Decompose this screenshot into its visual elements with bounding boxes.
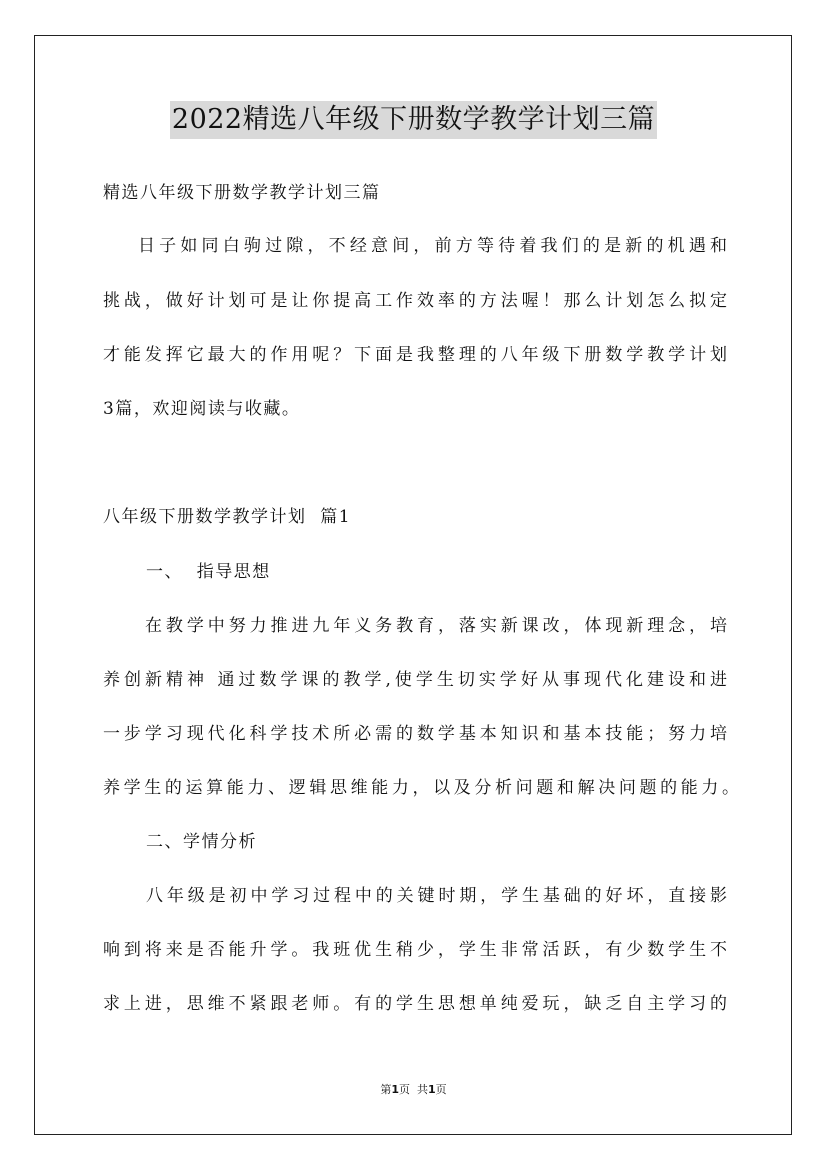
para2-line-1: 八年级是初中学习过程中的关键时期，学生基础的好坏，直接影 bbox=[146, 886, 727, 906]
footer-page-current: 1 bbox=[391, 1083, 399, 1096]
heading-guiding-thought: 一、 指导思想 bbox=[146, 562, 271, 582]
footer-page-suffix: 页 bbox=[435, 1083, 447, 1096]
heading-student-analysis: 二、学情分析 bbox=[146, 832, 257, 852]
footer-page-prefix: 第 bbox=[380, 1083, 392, 1096]
section-heading: 八年级下册数学教学计划 篇1 bbox=[103, 507, 352, 527]
page-footer bbox=[0, 1082, 827, 1098]
para1-line-2: 养创新精神 通过数学课的教学,使学生切实学好从事现代化建设和进 bbox=[103, 670, 727, 690]
footer-page-total: 1 bbox=[428, 1083, 436, 1096]
document-subtitle: 精选八年级下册数学教学计划三篇 bbox=[103, 183, 381, 203]
intro-line-2: 挑战，做好计划可是让你提高工作效率的方法喔！那么计划怎么拟定 bbox=[103, 291, 727, 311]
intro-line-4: 3篇，欢迎阅读与收藏。 bbox=[103, 399, 301, 419]
para1-line-3: 一步学习现代化科学技术所必需的数学基本知识和基本技能；努力培 bbox=[103, 724, 727, 744]
footer-page-mid: 页 共 bbox=[399, 1083, 428, 1096]
para1-line-4: 养学生的运算能力、逻辑思维能力，以及分析问题和解决问题的能力。 bbox=[103, 778, 739, 798]
para2-line-3: 求上进，思维不紧跟老师。有的学生思想单纯爱玩，缺乏自主学习的 bbox=[103, 994, 727, 1014]
para2-line-2: 响到将来是否能升学。我班优生稍少，学生非常活跃，有少数学生不 bbox=[103, 940, 727, 960]
document-title: 2022精选八年级下册数学教学计划三篇 bbox=[170, 101, 657, 139]
para1-line-1: 在教学中努力推进九年义务教育，落实新课改，体现新理念，培 bbox=[145, 616, 727, 636]
intro-line-1: 日子如同白驹过隙，不经意间，前方等待着我们的是新的机遇和 bbox=[138, 236, 727, 256]
title-container bbox=[0, 101, 827, 139]
intro-line-3: 才能发挥它最大的作用呢？下面是我整理的八年级下册数学教学计划 bbox=[103, 345, 727, 365]
